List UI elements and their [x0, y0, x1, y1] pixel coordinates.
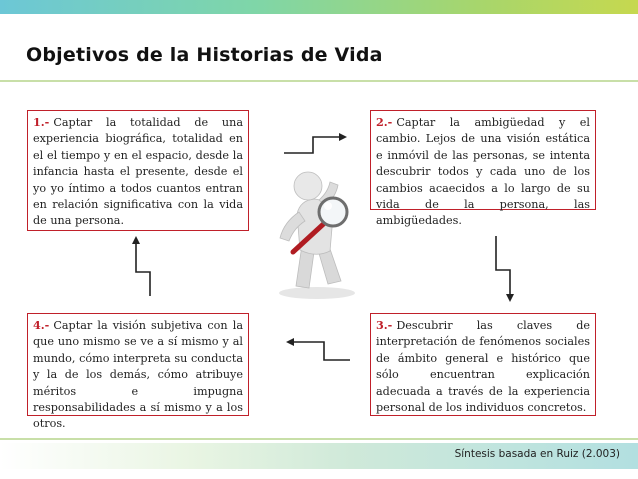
- magnifier-figure-icon: [279, 172, 355, 299]
- slide-title: Objetivos de la Historias de Vida: [26, 44, 383, 66]
- footer-divider: [0, 438, 638, 440]
- objective-text-1: Captar la totalidad de una experiencia biográfica, totalidad en el el tiempo y en el espacio, desde la infancia hasta el presente, desde el yo yo íntimo a todos cuantos entran en relación significativa con la vida de una persona.: [33, 116, 243, 228]
- objective-number-3: 3.-: [376, 318, 393, 332]
- source-citation: Síntesis basada en Ruiz (2.003): [454, 448, 620, 460]
- arrow-down-icon: [496, 236, 510, 300]
- objective-number-1: 1.-: [33, 115, 50, 129]
- arrow-up-icon: [136, 238, 150, 296]
- objective-number-2: 2.-: [376, 115, 393, 129]
- objective-text-3: Descubrir las claves de interpretación de fenómenos sociales de ámbito general e histórico que sólo encuentran explicación adecuada a través de la experiencia personal de los individuos concretos.: [376, 319, 590, 415]
- arrow-left-icon: [288, 342, 350, 360]
- objective-text-2: Captar la ambigüedad y el cambio. Lejos de una visión estática e inmóvil de las personas, se intenta descubrir todos y cada uno de los cambios acaecidos a lo largo de su vida de la persona, las ambigüedades.: [376, 116, 590, 228]
- objective-number-4: 4.-: [33, 318, 50, 332]
- arrow-right-icon: [284, 137, 345, 153]
- objective-text-4: Captar la visión subjetiva con la que uno mismo se ve a sí mismo y al mundo, cómo interpreta su conducta y la de los demás, cómo atribuye méritos e impugna responsabilidades a sí mismo y a los otros.: [33, 319, 243, 431]
